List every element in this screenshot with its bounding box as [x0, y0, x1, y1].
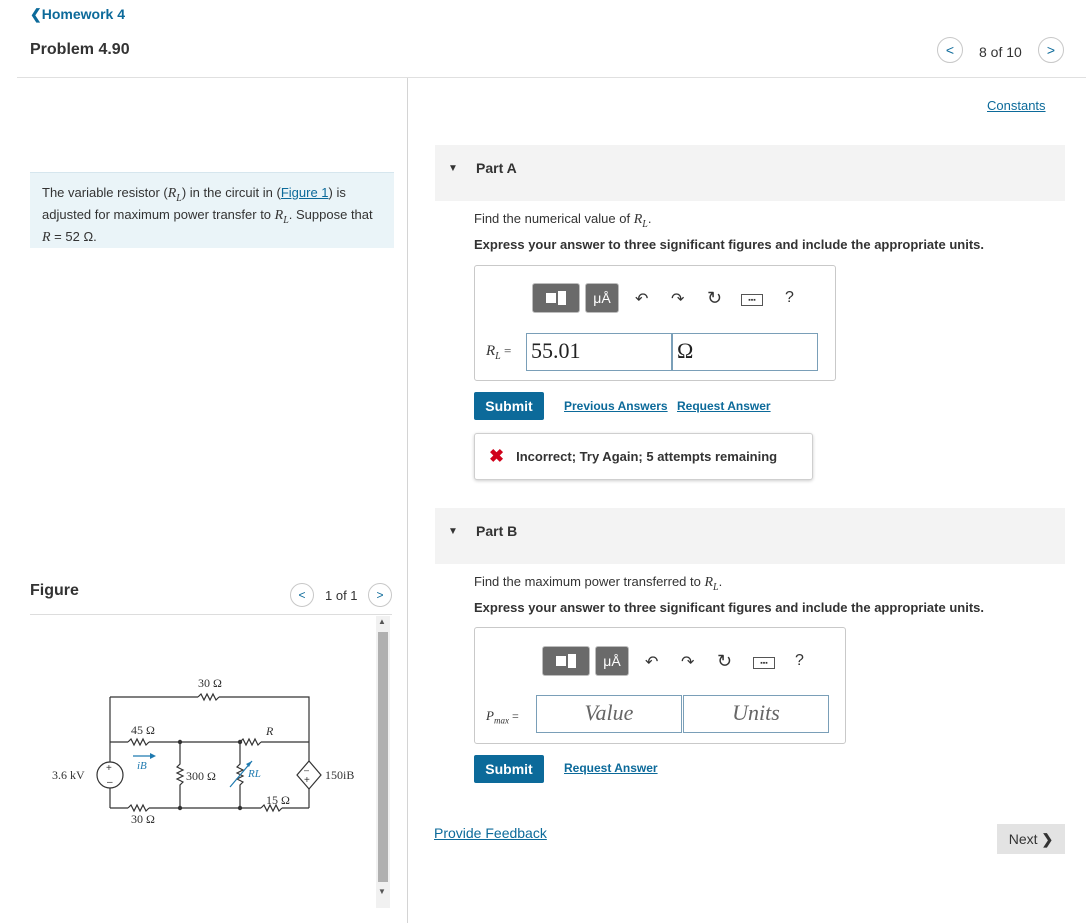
label-dep-source: 150iB — [325, 768, 355, 782]
figure-link[interactable]: Figure 1 — [280, 185, 329, 200]
part-a-units-input[interactable]: Ω — [672, 333, 818, 371]
figure-pager-text: 1 of 1 — [325, 588, 358, 603]
chevron-left-icon: < — [945, 42, 955, 58]
problem-statement: The variable resistor $(R_L)$ in the circuit in (Figure 1) is adjusted for maximum power transfer to $R_L$. Suppose that R = 52 Ω. — [30, 172, 394, 248]
part-b-instruction: Express your answer to three significant figures and include the appropriate units. — [474, 600, 984, 615]
template-icon — [546, 293, 556, 303]
chevron-right-icon: > — [1046, 42, 1056, 58]
part-b-header[interactable] — [435, 508, 1065, 564]
resistor-30-top — [198, 694, 219, 700]
part-b-value-input[interactable]: Value — [536, 695, 682, 733]
figure-previous-button[interactable] — [290, 583, 314, 607]
problem-pager-text: 8 of 10 — [979, 44, 1022, 60]
label-15: 15 Ω — [266, 793, 290, 807]
figure-label: Figure — [30, 582, 79, 599]
template-button[interactable] — [542, 646, 590, 676]
header-divider — [17, 77, 1086, 78]
help-icon[interactable]: ? — [795, 652, 804, 669]
template-button[interactable] — [532, 283, 580, 313]
chevron-right-icon: > — [376, 588, 384, 602]
part-a-title: Part A — [476, 160, 517, 176]
part-b-prompt: Find the maximum power transferred to $R_L$. — [474, 574, 723, 593]
part-b-input-label: $P_{max}$ = — [486, 708, 519, 726]
part-a-instruction: Express your answer to three significant figures and include the appropriate units. — [474, 237, 984, 252]
next-button[interactable]: Next ❯ — [997, 824, 1065, 854]
svg-text:–: – — [107, 777, 113, 788]
part-a-input-label: $R_L$ = — [486, 343, 512, 362]
part-a-feedback: ✖ Incorrect; Try Again; 5 attempts remaining — [474, 433, 813, 480]
template-icon — [556, 656, 566, 666]
next-problem-button[interactable] — [1038, 37, 1064, 63]
back-to-homework-link[interactable]: ❮Homework 4 — [30, 6, 125, 22]
chevron-left-icon: ❮ — [30, 6, 42, 22]
error-x-icon: ✖ — [489, 446, 505, 466]
chevron-right-icon: ❯ — [1041, 830, 1054, 847]
previous-answers-link[interactable]: Previous Answers — [564, 399, 668, 413]
label-30-bottom: 30 Ω — [131, 812, 155, 825]
part-b-title: Part B — [476, 523, 518, 539]
scroll-down-icon[interactable]: ▼ — [378, 887, 386, 896]
resistor-r — [240, 739, 261, 745]
redo-icon[interactable]: ↷ — [671, 291, 685, 308]
resistor-30-bottom — [128, 805, 149, 811]
units-button[interactable]: μÅ — [585, 283, 619, 313]
keyboard-icon[interactable]: ▪▪▪ — [753, 657, 775, 669]
part-a-value-input[interactable]: 55.01 — [526, 333, 672, 371]
part-b-answer-box — [474, 627, 846, 744]
undo-icon[interactable]: ↶ — [635, 291, 649, 308]
reset-icon[interactable]: ↻ — [717, 651, 733, 671]
part-a-answer-box — [474, 265, 836, 381]
undo-icon[interactable]: ↶ — [645, 654, 659, 671]
units-button[interactable]: μÅ — [595, 646, 629, 676]
part-a-request-answer-link[interactable]: Request Answer — [677, 399, 771, 413]
scroll-up-icon[interactable]: ▲ — [378, 617, 386, 626]
r-value: = 52 Ω. — [50, 228, 97, 244]
caret-down-icon[interactable]: ▼ — [448, 163, 458, 174]
rl-symbol: $R_L$ — [167, 186, 182, 204]
label-300: 300 Ω — [186, 769, 216, 783]
part-a-header[interactable] — [435, 145, 1065, 201]
redo-icon[interactable]: ↷ — [681, 654, 695, 671]
help-icon[interactable]: ? — [785, 289, 794, 306]
constants-link[interactable]: Constants — [987, 98, 1046, 113]
keyboard-icon[interactable]: ▪▪▪ — [741, 294, 763, 306]
chevron-left-icon: < — [298, 588, 306, 602]
caret-down-icon[interactable]: ▼ — [448, 526, 458, 537]
previous-problem-button[interactable] — [937, 37, 963, 63]
pane-divider — [407, 78, 408, 923]
label-30-top: 30 Ω — [198, 676, 222, 690]
label-45: 45 Ω — [131, 723, 155, 737]
part-b-submit-button[interactable]: Submit — [474, 755, 544, 783]
label-ib: iB — [137, 760, 147, 772]
svg-text:–: – — [304, 765, 310, 775]
part-a-prompt: Find the numerical value of $R_L$. — [474, 211, 652, 230]
reset-icon[interactable]: ↻ — [707, 288, 723, 308]
part-b-units-input[interactable]: Units — [683, 695, 829, 733]
circuit-diagram — [40, 665, 370, 825]
svg-text:+: + — [304, 775, 310, 786]
part-b-request-answer-link[interactable]: Request Answer — [564, 761, 658, 775]
part-a-submit-button[interactable]: Submit — [474, 392, 544, 420]
provide-feedback-link[interactable]: Provide Feedback — [434, 825, 547, 841]
r-symbol: R — [42, 229, 51, 245]
label-rl: RL — [248, 768, 261, 780]
resistor-45 — [128, 739, 149, 745]
label-source: 3.6 kV — [52, 768, 85, 782]
problem-title: Problem 4.90 — [30, 41, 130, 58]
figure-next-button[interactable] — [368, 583, 392, 607]
figure-scrollbar-thumb[interactable] — [378, 632, 388, 882]
svg-text:+: + — [106, 763, 112, 774]
label-r: R — [266, 724, 274, 738]
